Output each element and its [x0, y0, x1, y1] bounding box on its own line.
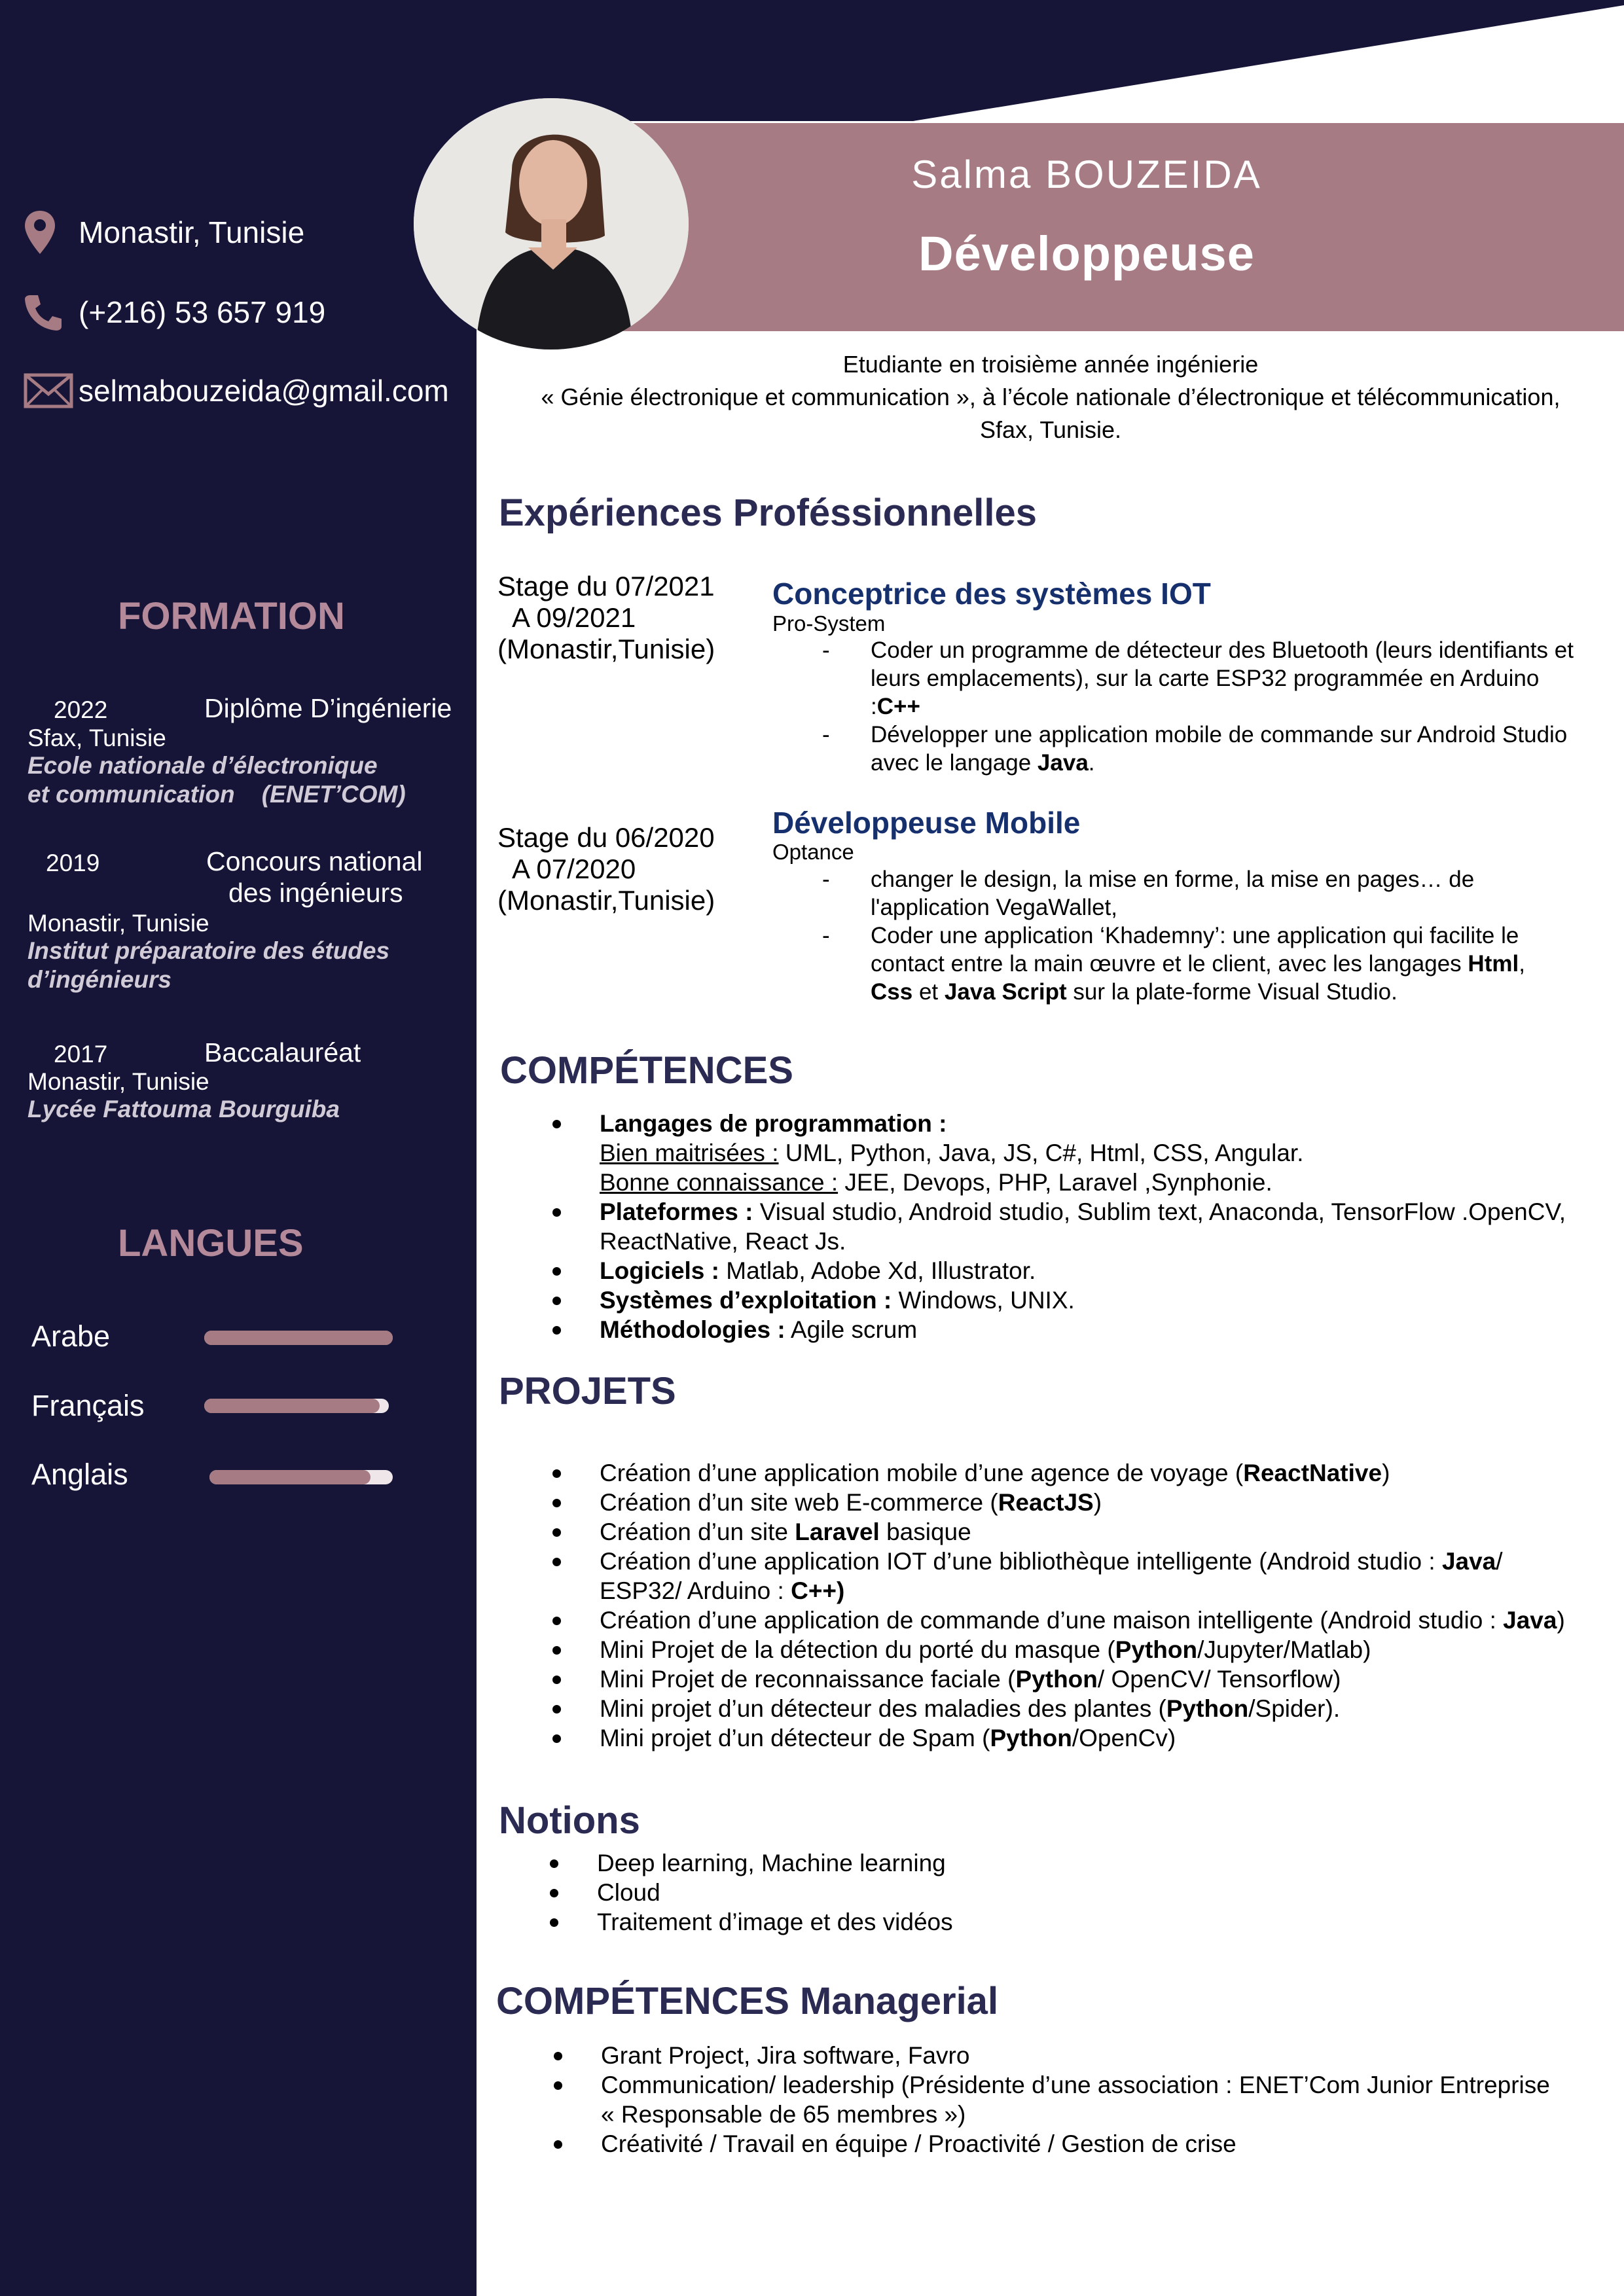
- location-pin-icon: [24, 209, 79, 255]
- exp-period: Stage du 07/2021 A 09/2021 (Monastir,Tunisie): [497, 571, 715, 664]
- phone-text: (+216) 53 657 919: [79, 295, 326, 329]
- edu-school: Institut préparatoire des études d’ingénieurs: [27, 937, 390, 993]
- managerial-list: [601, 2041, 1609, 2159]
- project-item: Création d’une application IOT d’une bibliothèque intelligente (Android studio : Java/ ESP32/ Arduino : C++): [600, 1547, 1608, 1605]
- edu-school: Lycée Fattouma Bourguiba: [27, 1096, 340, 1122]
- project-item: Mini Projet de la détection du porté du masque (Python/Jupyter/Matlab): [600, 1635, 1608, 1664]
- email-text[interactable]: selmabouzeida@gmail.com: [79, 374, 449, 408]
- profile-photo: [414, 98, 689, 350]
- competence-item: Méthodologies : Agile scrum: [600, 1315, 1608, 1344]
- formation-heading: FORMATION: [118, 595, 345, 637]
- profile-title: Développeuse: [918, 226, 1255, 281]
- edu-degree: Baccalauréat: [204, 1037, 361, 1067]
- intro-text: Etudiante en troisième année ingénierie « Génie électronique et communication », à l’école nationale d’électronique et télécommunication, Sfax, Tunisie.: [541, 351, 1561, 443]
- task-item: - Coder un programme de détecteur des Bluetooth (leurs identifiants et leurs emplacements), sur la carte ESP32 programmée en Arduino :C++: [772, 636, 1591, 721]
- competence-item: Systèmes d’exploitation : Windows, UNIX.: [600, 1285, 1608, 1315]
- lang-bar: [204, 1399, 389, 1413]
- project-item: Mini projet d’un détecteur de Spam (Python/OpenCv): [600, 1723, 1608, 1753]
- contact-email: [24, 368, 449, 414]
- notion-item: Deep learning, Machine learning: [597, 1848, 1605, 1878]
- location-text: Monastir, Tunisie: [79, 215, 305, 249]
- exp-tasks: [772, 865, 1591, 1006]
- competence-subitem: Bonne connaissance : JEE, Devops, PHP, Laravel ,Synphonie.: [600, 1169, 1272, 1196]
- exp-company: Pro-System: [772, 611, 886, 636]
- lang-label: Anglais: [31, 1458, 128, 1491]
- lang-label: Arabe: [31, 1319, 111, 1353]
- project-item: Création d’un site Laravel basique: [600, 1517, 1608, 1547]
- exp-period: Stage du 06/2020 A 07/2020 (Monastir,Tunisie): [497, 822, 715, 916]
- contact-phone: [24, 289, 325, 335]
- lang-label: Français: [31, 1389, 145, 1422]
- project-item: Mini projet d’un détecteur des maladies des plantes (Python/Spider).: [600, 1694, 1608, 1723]
- competence-item: Logiciels : Matlab, Adobe Xd, Illustrator.: [600, 1256, 1608, 1285]
- task-item: - Développer une application mobile de commande sur Android Studio avec le langage Java.: [772, 721, 1591, 777]
- edu-place: Sfax, Tunisie: [27, 725, 166, 751]
- notion-item: Traitement d’image et des vidéos: [597, 1907, 1605, 1937]
- exp-company: Optance: [772, 840, 854, 864]
- managerial-item: Grant Project, Jira software, Favro: [601, 2041, 1609, 2070]
- competence-subitem: ReactNative, React Js.: [600, 1228, 846, 1255]
- sidebar: [0, 0, 477, 2296]
- lang-bar: [209, 1470, 393, 1484]
- competences-heading: COMPÉTENCES: [500, 1049, 793, 1092]
- managerial-item: Créativité / Travail en équipe / Proactivité / Gestion de crise: [601, 2129, 1609, 2159]
- email-icon: [24, 368, 79, 414]
- edu-place: Monastir, Tunisie: [27, 910, 209, 937]
- profile-name: Salma BOUZEIDA: [911, 152, 1262, 196]
- edu-year: 2019: [46, 850, 100, 876]
- notion-item: Cloud: [597, 1878, 1605, 1907]
- edu-school: Ecole nationale d’électronique et communication (ENET’COM): [27, 752, 406, 808]
- managerial-heading: COMPÉTENCES Managerial: [496, 1980, 999, 2022]
- lang-bar-fill: [204, 1331, 393, 1345]
- exp-role: Développeuse Mobile: [772, 806, 1081, 840]
- langues-heading: LANGUES: [118, 1222, 304, 1265]
- competences-list: [600, 1109, 1608, 1344]
- edu-degree: Concours national des ingénieurs: [206, 846, 423, 908]
- competence-subitem: Bien maitrisées : UML, Python, Java, JS, C#, Html, CSS, Angular.: [600, 1139, 1304, 1166]
- edu-year: 2017: [54, 1041, 108, 1067]
- experiences-heading: Expériences Proféssionnelles: [499, 492, 1038, 534]
- lang-bar-fill: [204, 1399, 380, 1413]
- edu-degree: Diplôme D’ingénierie: [204, 693, 452, 723]
- phone-icon: [24, 289, 79, 335]
- task-item: - Coder une application ‘Khademny’: une application qui facilite le contact entre la main œuvre et le client, avec les langages Html, Css et Java Script sur la plate-forme Visual Studio.: [772, 922, 1591, 1006]
- project-item: Mini Projet de reconnaissance faciale (Python/ OpenCV/ Tensorflow): [600, 1664, 1608, 1694]
- lang-bar-fill: [209, 1470, 370, 1484]
- exp-tasks: [772, 636, 1591, 777]
- competence-item: Plateformes : Visual studio, Android studio, Sublim text, Anaconda, TensorFlow .OpenCV,: [600, 1197, 1608, 1227]
- projets-list: [600, 1458, 1608, 1753]
- notions-heading: Notions: [499, 1799, 640, 1842]
- project-item: Création d’une application mobile d’une agence de voyage (ReactNative): [600, 1458, 1608, 1488]
- edu-place: Monastir, Tunisie: [27, 1068, 209, 1095]
- project-item: Création d’un site web E-commerce (ReactJS): [600, 1488, 1608, 1517]
- project-item: Création d’une application de commande d’une maison intelligente (Android studio : Java): [600, 1605, 1608, 1635]
- competence-item: Langages de programmation :: [600, 1109, 1608, 1138]
- projets-heading: PROJETS: [499, 1370, 676, 1412]
- contact-location: [24, 209, 304, 255]
- task-item: - changer le design, la mise en forme, la mise en pages… de l'application VegaWallet,: [772, 865, 1591, 922]
- notions-list: [597, 1848, 1605, 1937]
- managerial-item: Communication/ leadership (Présidente d’une association : ENET’Com Junior Entreprise « Responsable de 65 membres »): [601, 2070, 1609, 2129]
- exp-role: Conceptrice des systèmes IOT: [772, 577, 1211, 611]
- top-band: [0, 0, 1624, 131]
- lang-bar: [204, 1331, 393, 1345]
- edu-year: 2022: [54, 696, 108, 723]
